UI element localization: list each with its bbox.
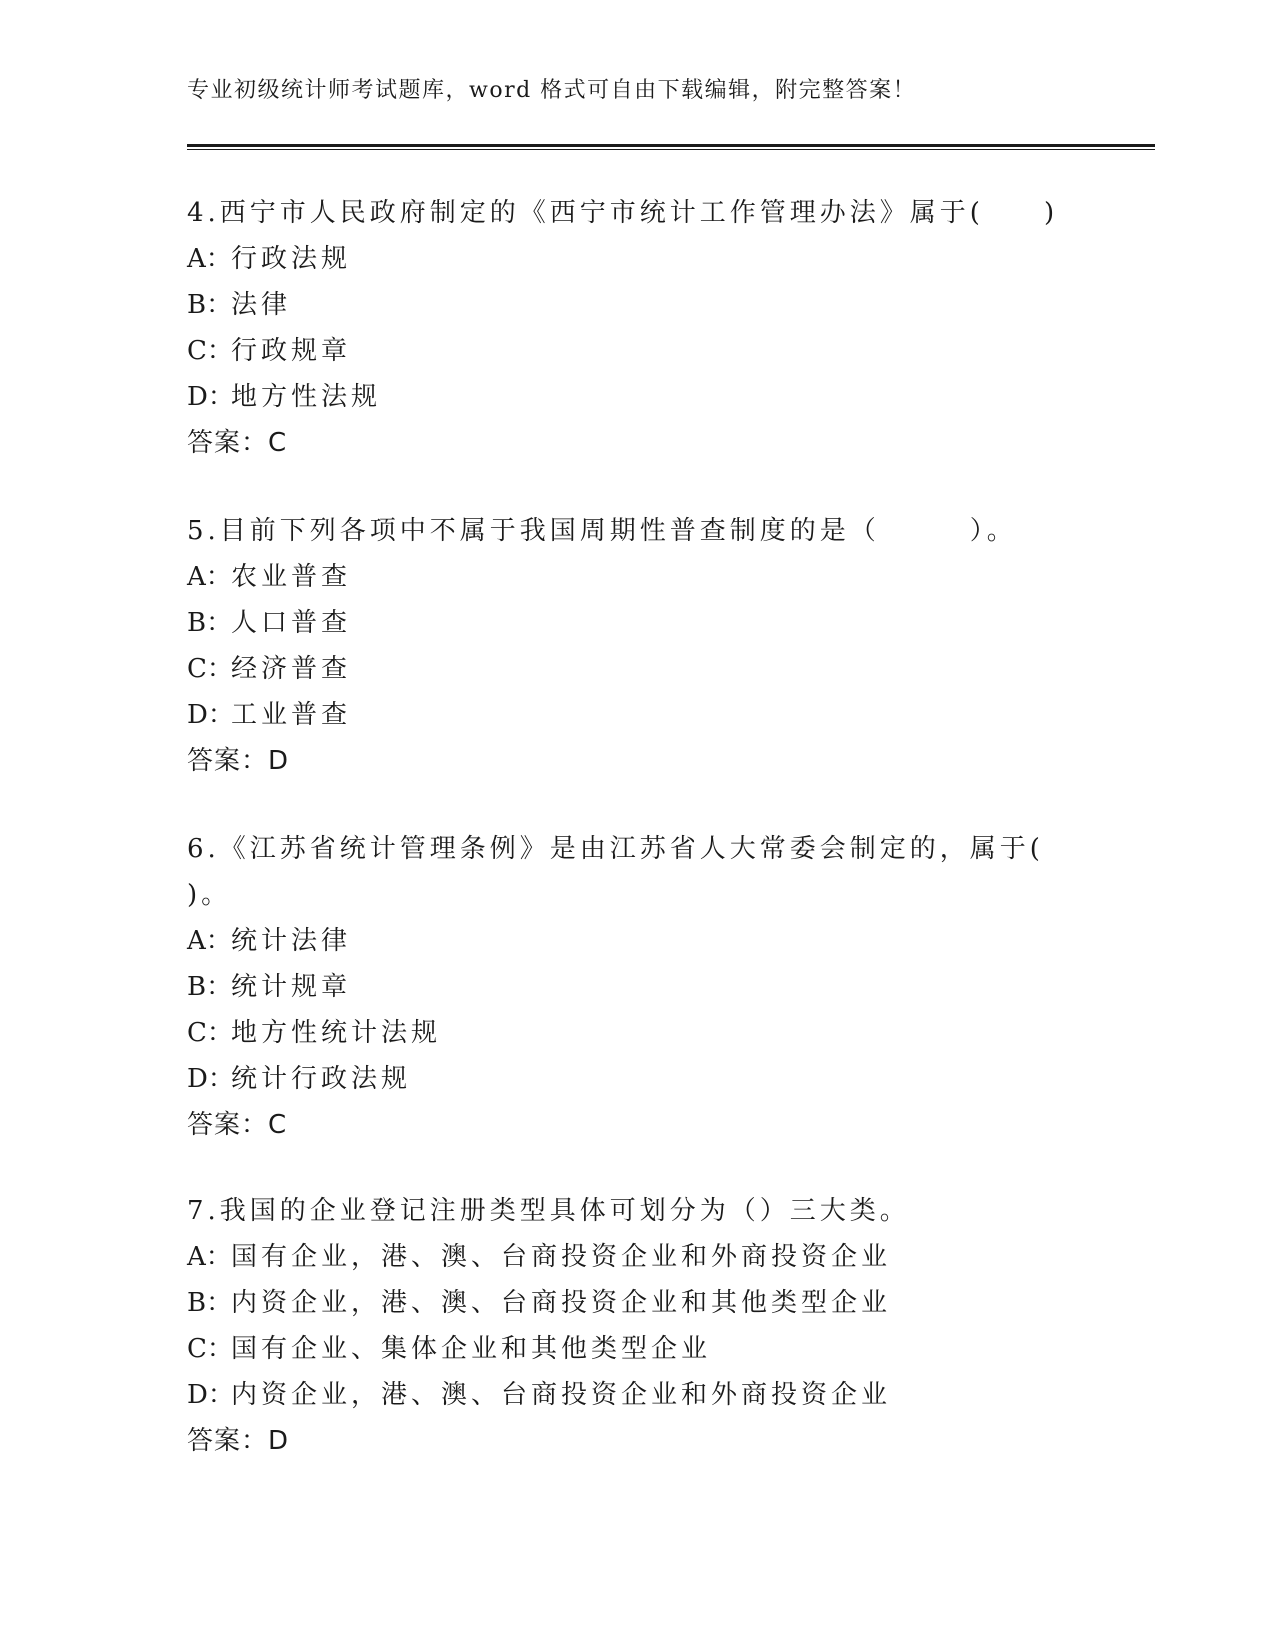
option-a <box>187 1234 1087 1280</box>
option-key: B： <box>187 1288 233 1318</box>
question-stem: 4.西宁市人民政府制定的《西宁市统计工作管理办法》属于( ) <box>187 198 1059 228</box>
question-stem: 7.我国的企业登记注册类型具体可划分为（）三大类。 <box>187 1196 910 1226</box>
option-key: A： <box>187 244 232 274</box>
option-text: 行政法规 <box>231 244 352 274</box>
option-a <box>187 554 1087 600</box>
option-d <box>187 692 1087 738</box>
answer-label: 答案：C <box>187 1110 288 1140</box>
option-b <box>187 964 1087 1010</box>
question-stem: 5.目前下列各项中不属于我国周期性普查制度的是（ ）。 <box>187 516 1017 546</box>
option-text: 农业普查 <box>231 562 352 592</box>
option-key: D： <box>187 1380 234 1410</box>
question-6 <box>187 826 1087 1148</box>
option-key: D： <box>187 700 234 730</box>
option-key: A： <box>187 1242 232 1272</box>
option-key: C： <box>187 1018 233 1048</box>
option-text: 地方性统计法规 <box>231 1018 442 1048</box>
option-text: 统计法律 <box>231 926 352 956</box>
header-divider-thick-line <box>187 144 1155 147</box>
option-text: 国有企业、集体企业和其他类型企业 <box>231 1334 712 1364</box>
header-divider <box>187 144 1155 150</box>
option-c <box>187 328 1087 374</box>
option-key: B： <box>187 972 233 1002</box>
question-5 <box>187 508 1087 784</box>
option-text: 内资企业，港、澳、台商投资企业和其他类型企业 <box>231 1288 892 1318</box>
option-key: C： <box>187 1334 233 1364</box>
answer-label: 答案：C <box>187 428 288 458</box>
option-text: 经济普查 <box>231 654 352 684</box>
option-key: B： <box>187 608 233 638</box>
option-text: 行政规章 <box>231 336 352 366</box>
option-c <box>187 646 1087 692</box>
option-a <box>187 236 1087 282</box>
option-d <box>187 1056 1087 1102</box>
option-key: D： <box>187 1064 234 1094</box>
option-text: 国有企业，港、澳、台商投资企业和外商投资企业 <box>231 1242 892 1272</box>
option-text: 内资企业，港、澳、台商投资企业和外商投资企业 <box>231 1380 892 1410</box>
option-text: 人口普查 <box>231 608 352 638</box>
option-key: A： <box>187 926 232 956</box>
option-text: 统计规章 <box>231 972 352 1002</box>
option-key: C： <box>187 336 233 366</box>
option-text: 工业普查 <box>231 700 352 730</box>
option-text: 地方性法规 <box>231 382 382 412</box>
option-d <box>187 374 1087 420</box>
question-stem-continuation: )。 <box>187 880 232 910</box>
option-b <box>187 1280 1087 1326</box>
answer-label: 答案：D <box>187 746 290 776</box>
option-text: 法律 <box>231 290 292 320</box>
option-text: 统计行政法规 <box>231 1064 412 1094</box>
page-header-text: 专业初级统计师考试题库，word 格式可自由下载编辑，附完整答案！ <box>187 78 917 103</box>
option-a <box>187 918 1087 964</box>
question-4 <box>187 190 1087 466</box>
option-c <box>187 1326 1087 1372</box>
header-divider-thin-line <box>187 149 1155 150</box>
option-key: A： <box>187 562 232 592</box>
option-key: C： <box>187 654 233 684</box>
option-b <box>187 282 1087 328</box>
answer-label: 答案：D <box>187 1426 290 1456</box>
question-stem: 6.《江苏省统计管理条例》是由江苏省人大常委会制定的，属于( <box>187 834 1044 864</box>
option-d <box>187 1372 1087 1418</box>
option-b <box>187 600 1087 646</box>
question-7 <box>187 1188 1087 1464</box>
option-key: D： <box>187 382 234 412</box>
option-c <box>187 1010 1087 1056</box>
option-key: B： <box>187 290 233 320</box>
